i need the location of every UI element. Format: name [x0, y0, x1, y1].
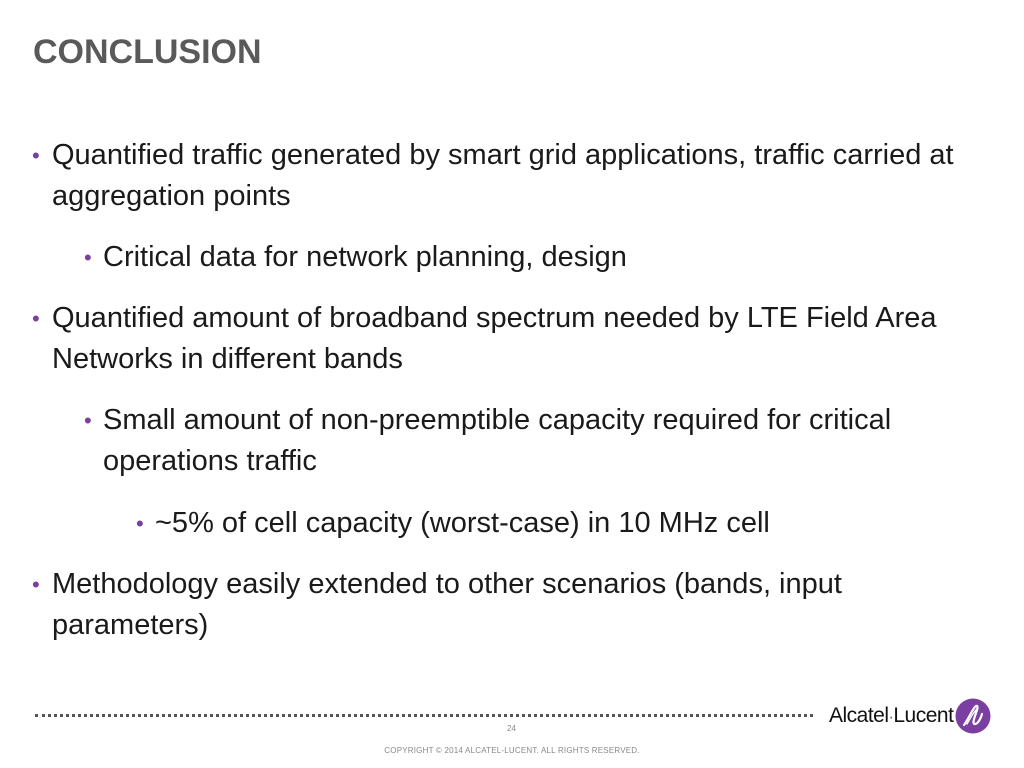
bullet-dot-icon: • — [32, 306, 40, 331]
bullet-dot-icon: • — [32, 143, 40, 168]
bullet-item — [84, 237, 973, 278]
bullet-item — [32, 135, 992, 217]
bullet-dot-icon: • — [84, 408, 92, 433]
bullet-item — [32, 298, 992, 380]
bullet-text: Small amount of non-preemptible capacity required for critical operations traffic — [103, 404, 892, 477]
bullet-text: Quantified traffic generated by smart grid applications, traffic carried at aggregation points — [52, 139, 954, 212]
footer-divider — [35, 714, 813, 717]
logo-separator: · — [888, 709, 894, 726]
bullet-item — [84, 400, 973, 482]
logo-word-left: Alcatel — [829, 704, 889, 727]
bullet-text: Methodology easily extended to other scenarios (bands, input parameters) — [52, 568, 842, 641]
bullet-text: ~5% of cell capacity (worst-case) in 10 MHz cell — [155, 507, 770, 539]
page-number: 24 — [507, 724, 516, 733]
company-logo-text — [829, 704, 953, 728]
bullet-dot-icon: • — [136, 511, 144, 536]
bullet-item — [32, 564, 992, 646]
bullet-dot-icon: • — [32, 572, 40, 597]
logo-word-right: Lucent — [893, 704, 954, 727]
page-title: CONCLUSION — [33, 33, 262, 71]
bullet-dot-icon: • — [84, 245, 92, 270]
alcatel-lucent-logo-icon — [955, 698, 991, 734]
bullet-text: Quantified amount of broadband spectrum needed by LTE Field Area Networks in different bands — [52, 302, 937, 375]
copyright-notice: COPYRIGHT © 2014 ALCATEL-LUCENT. ALL RIGHTS RESERVED. — [384, 746, 640, 755]
bullet-text: Critical data for network planning, design — [103, 241, 627, 273]
bullet-item — [136, 503, 975, 544]
